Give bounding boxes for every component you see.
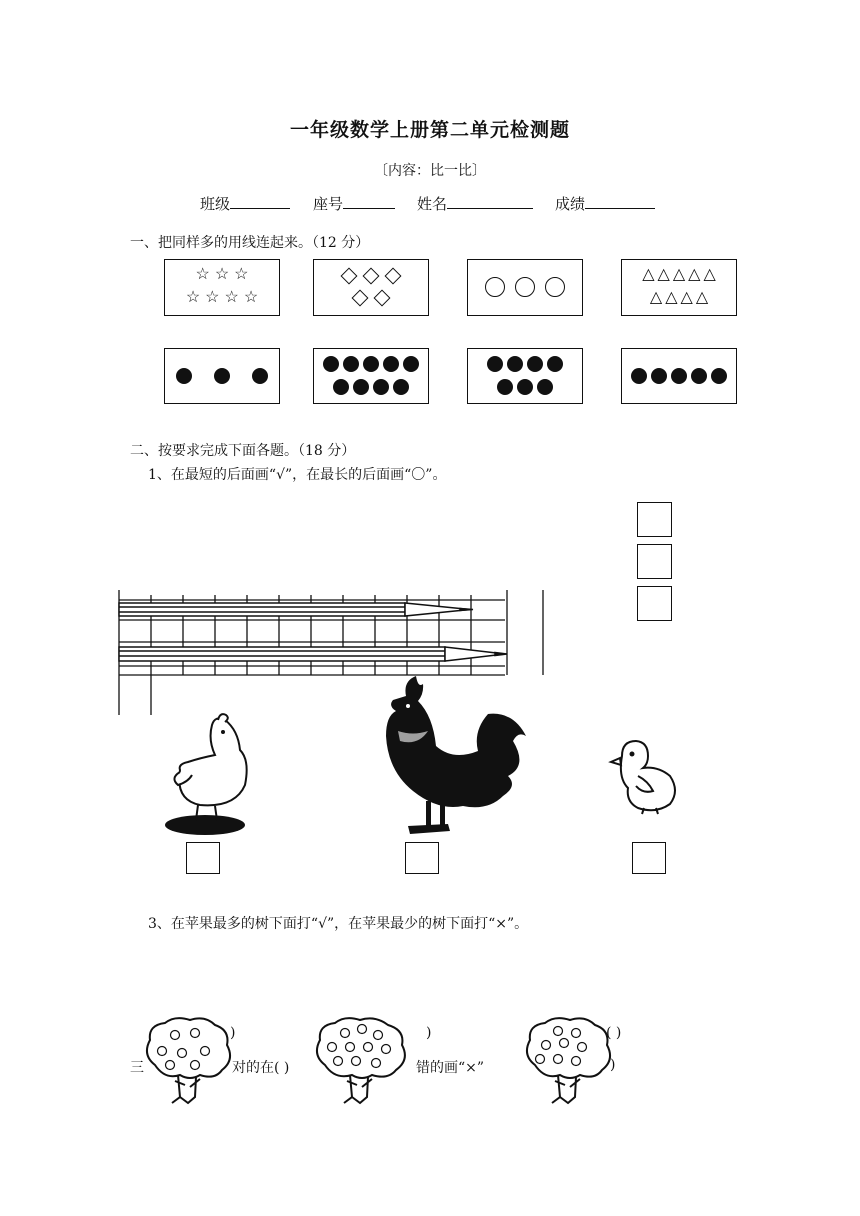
- dot-icon: [517, 379, 533, 395]
- section3-fragment-mid: 对的在( ): [232, 1060, 290, 1076]
- hen-icon: [160, 710, 255, 840]
- dot-icon: [323, 356, 339, 372]
- dot-icon: [711, 368, 727, 384]
- seat-field[interactable]: [313, 193, 395, 214]
- triangle-icon: △: [680, 287, 693, 306]
- question-3: 3、在苹果最多的树下面打“√”，在苹果最少的树下面打“×”。: [148, 916, 529, 932]
- section2-heading: 二、按要求完成下面各题。（18 分）: [130, 443, 356, 459]
- pencil-short-icon: [119, 603, 473, 616]
- diamond-icon: [352, 290, 369, 307]
- paren-close-2: ): [426, 1025, 432, 1041]
- dot-icon: [393, 379, 409, 395]
- answer-box-1[interactable]: [637, 502, 672, 537]
- diamond-icon: [374, 290, 391, 307]
- page-subtitle: 〔内容：比一比〕: [374, 163, 486, 179]
- score-field[interactable]: [555, 193, 655, 214]
- page-title: 一年级数学上册第二单元检测题: [289, 119, 570, 141]
- dot-icon: [383, 356, 399, 372]
- dot-icon: [487, 356, 503, 372]
- class-field[interactable]: [200, 193, 290, 214]
- dots-7-box[interactable]: [467, 348, 583, 404]
- paren-pair-3[interactable]: ( ): [606, 1025, 622, 1041]
- dot-icon: [176, 368, 192, 384]
- section3-fragment-left: 三: [130, 1060, 144, 1076]
- dot-icon: [252, 368, 268, 384]
- triangle-icon: △: [688, 264, 701, 283]
- name-label: 姓名: [417, 195, 448, 213]
- apple-tree-icon: [140, 1015, 235, 1105]
- dots-9-box[interactable]: [313, 348, 429, 404]
- triangles-box[interactable]: [621, 259, 737, 316]
- question-1: 1、在最短的后面画“√”，在最长的后面画“〇”。: [148, 467, 447, 483]
- dot-icon: [691, 368, 707, 384]
- triangle-icon: △: [665, 287, 678, 306]
- dots-5-box[interactable]: [621, 348, 737, 404]
- stars-box[interactable]: [164, 259, 280, 316]
- dot-icon: [373, 379, 389, 395]
- dot-icon: [497, 379, 513, 395]
- pencil-long-icon: [119, 647, 507, 661]
- circle-outline-icon: [515, 277, 535, 297]
- dot-icon: [671, 368, 687, 384]
- apple-tree-icon: [310, 1015, 410, 1105]
- chick-icon: [608, 736, 688, 816]
- dot-icon: [507, 356, 523, 372]
- star-icon: ☆: [195, 264, 210, 283]
- name-field[interactable]: [417, 193, 533, 214]
- triangle-icon: △: [657, 264, 670, 283]
- dot-icon: [547, 356, 563, 372]
- section3-fragment-right: 错的画“×”: [416, 1060, 485, 1076]
- triangle-icon: △: [642, 264, 655, 283]
- paren-close-1: ): [230, 1025, 236, 1041]
- triangle-icon: △: [695, 287, 709, 306]
- seat-label: 座号: [313, 195, 344, 213]
- triangle-icon: △: [672, 264, 686, 283]
- star-icon: ☆: [205, 287, 220, 306]
- class-label: 班级: [200, 195, 231, 213]
- triangle-icon: △: [649, 287, 663, 306]
- star-icon: ☆: [185, 287, 201, 306]
- apple-tree-icon: [520, 1015, 615, 1105]
- star-icon: ☆: [234, 264, 249, 283]
- rooster-answer-box[interactable]: [405, 842, 439, 874]
- dot-icon: [631, 368, 647, 384]
- dot-icon: [353, 379, 369, 395]
- chick-answer-box[interactable]: [632, 842, 666, 874]
- circles-box[interactable]: [467, 259, 583, 316]
- star-icon: ☆: [224, 287, 239, 306]
- hen-answer-box[interactable]: [186, 842, 220, 874]
- diamond-icon: [341, 268, 358, 285]
- answer-box-2[interactable]: [637, 544, 672, 579]
- paren-close-3: ): [610, 1057, 616, 1073]
- star-icon: ☆: [214, 264, 230, 283]
- dots-3-box[interactable]: [164, 348, 280, 404]
- dot-icon: [403, 356, 419, 372]
- dot-icon: [363, 356, 379, 372]
- dot-icon: [527, 356, 543, 372]
- star-icon: ☆: [243, 287, 259, 306]
- dot-icon: [537, 379, 553, 395]
- dot-icon: [651, 368, 667, 384]
- diamond-icon: [385, 268, 402, 285]
- diamonds-box[interactable]: [313, 259, 429, 316]
- score-label: 成绩: [555, 195, 586, 213]
- triangle-icon: △: [703, 264, 716, 283]
- dot-icon: [214, 368, 230, 384]
- rooster-icon: [378, 676, 528, 838]
- answer-box-3[interactable]: [637, 586, 672, 621]
- section1-heading: 一、把同样多的用线连起来。（12 分）: [130, 235, 370, 251]
- diamond-icon: [363, 268, 380, 285]
- circle-outline-icon: [485, 277, 505, 297]
- circle-outline-icon: [545, 277, 565, 297]
- dot-icon: [343, 356, 359, 372]
- dot-icon: [333, 379, 349, 395]
